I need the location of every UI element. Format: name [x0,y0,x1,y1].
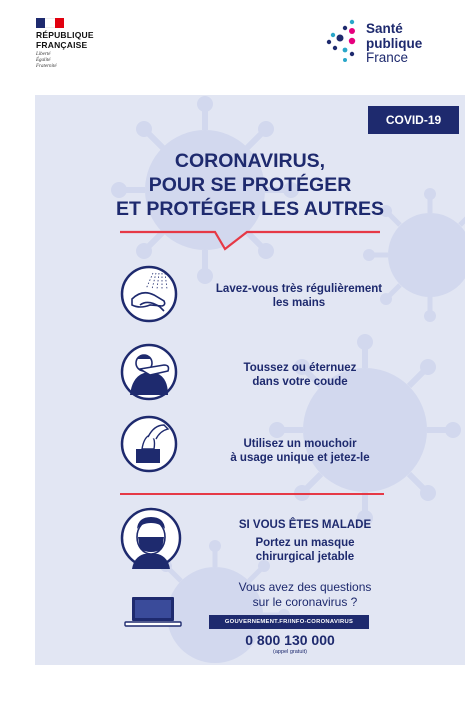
spf-line-1: Santé [366,21,403,36]
tip-cough-line-2: dans votre coude [252,376,348,388]
poster [35,95,465,665]
republique-francaise-logo [36,18,126,70]
questions-line-1: Vous avez des questions [238,580,372,594]
speech-bubble-underline-icon [115,227,385,257]
french-flag-icon [36,18,64,28]
rf-motto [36,52,126,70]
phone-note: (appel gratuit) [273,649,307,655]
tip-cough [200,361,400,389]
info-url-link[interactable]: GOUVERNEMENT.FR/INFO-CORONAVIRUS [209,615,369,629]
title-line-1: CORONAVIRUS, [174,150,326,172]
spf-dots-icon [326,18,364,74]
tip-tissue [200,437,400,465]
questions-line-2: sur le coronavirus ? [252,595,358,609]
red-divider [120,493,384,495]
malade-title: SI VOUS ÊTES MALADE [238,519,372,531]
rf-motto-liberte: Liberté [36,52,51,57]
cough-elbow-icon [120,343,178,401]
spf-line-3: France [366,50,409,65]
mask-face-icon [120,507,182,569]
malade-line-2: chirurgical jetable [255,551,355,563]
tip-tissue-line-2: à usage unique et jetez-le [230,452,370,464]
malade-line-1: Portez un masque [255,537,355,549]
malade-text [205,536,405,564]
rf-motto-egalite: Égalité [36,58,51,63]
rf-title-line-1: RÉPUBLIQUE [36,30,94,40]
spf-line-2: publique [366,35,423,51]
rf-title-line-2: FRANÇAISE [36,39,88,50]
laptop-icon [123,595,183,629]
tip-cough-line-1: Toussez ou éternuez [243,362,357,374]
title-line-2: POUR SE PROTÉGER [148,174,352,196]
tip-handwashing [193,282,405,310]
title-line-3: ET PROTÉGER LES AUTRES [116,198,384,220]
header [0,0,465,90]
tissue-icon [120,415,178,473]
spf-wordmark [366,22,422,66]
questions-text [205,580,405,610]
tip-handwashing-line-1: Lavez-vous très régulièrement [215,283,383,295]
tip-handwashing-line-2: les mains [272,297,326,309]
covid-badge: COVID-19 [368,106,459,134]
tip-tissue-line-1: Utilisez un mouchoir [243,438,357,450]
rf-motto-fraternite: Fraternité [36,64,57,69]
phone-number: 0 800 130 000 [245,632,335,648]
poster-title [35,149,465,221]
handwashing-icon [120,265,178,323]
sante-publique-france-logo [326,18,446,78]
